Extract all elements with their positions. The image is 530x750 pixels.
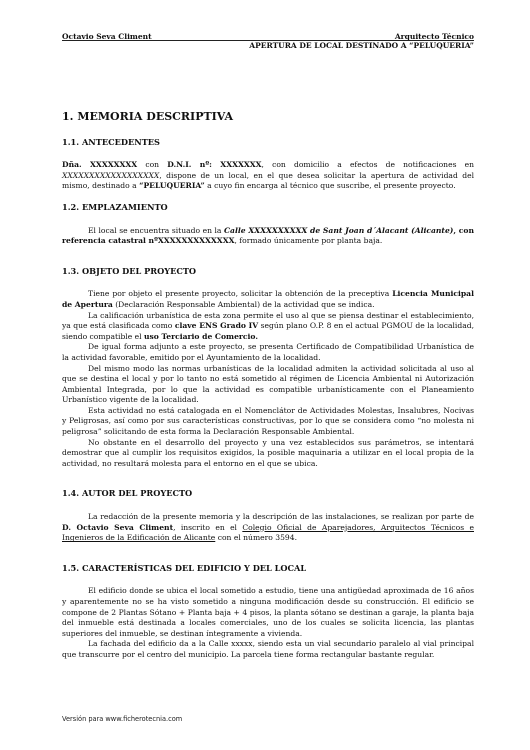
paragraph-objeto-2: La calificación urbanística de esta zona permite el uso al que se piensa destinar el establecimiento, ya que está clasificada como clave ENS Grado IV según plano O.P. 8 en el actual PGMOU de la localidad, siendo compatible el uso Terciario de Comercio. xyxy=(62,310,474,341)
section-heading-caracteristicas: 1.5. CARACTERÍSTICAS DEL EDIFICIO Y DEL LOCAL xyxy=(62,562,307,573)
paragraph-objeto-4: Del mismo modo las normas urbanísticas de la localidad admiten la actividad solicitada al uso al que se destina el local y por lo tanto no está sometido al régimen de Licencia Ambiental ni Autorización Ambiental Integrada, por lo que la actividad es compatible urbanísticamente con el Planeamiento Urbanístico vigente de la localidad. xyxy=(62,363,474,405)
paragraph-objeto-6: No obstante en el desarrollo del proyecto y una vez establecidos sus parámetros, se intentará demostrar que al cumplir los requisitos exigidos, la posible maquinaria a utilizar en el local propia de la actividad, no resultará molesta para el entorno en el que se ubica. xyxy=(62,437,474,468)
owner-name: Dña. XXXXXXXX xyxy=(62,160,138,170)
paragraph-caracteristicas-2: La fachada del edificio da a la Calle xxxxx, siendo esta un vial secundario paralelo al vial principal que transcurre por el centro del municipio. La parcela tiene forma rectangular bastante regular. xyxy=(62,639,474,659)
header-author: Octavio Seva Climent xyxy=(62,32,152,41)
section-heading-emplazamiento: 1.2. EMPLAZAMIENTO xyxy=(62,201,168,212)
header-role: Arquitecto Técnico xyxy=(394,32,474,41)
paragraph-objeto-5: Esta actividad no está catalogada en el Nomenclátor de Actividades Molestas, Insalubres, Nocivas y Peligrosas, así como por sus características constructivas, por lo que se considera como “no molesta ni peligrosa” solicitando de esta forma la Declaración Responsable Ambiental. xyxy=(62,405,474,437)
activity-name: “PELUQUERIA” xyxy=(139,181,205,191)
section-heading-antecedentes: 1.1. ANTECEDENTES xyxy=(62,136,160,147)
paragraph-caracteristicas-1: El edificio donde se ubica el local sometido a estudio, tiene una antigüedad aproximada de 16 años y aparentemente no se ha visto sometido a ninguna modificación desde su construcción. El edificio se compone de 2 Plantas Sótano + Planta baja + 4 pisos, la planta sótano se destinan a garaje, la planta baja del inmueble está destinada a locales comerciales, uno de los cuales se solicita licencia, las plantas superiores del inmueble, se destinan íntegramente a vivienda. xyxy=(62,586,474,638)
paragraph-autor: La redacción de la presente memoria y la descripción de las instalaciones, se realizan por parte de D. Octavio Seva Climent, inscrito en el Colegio Oficial de Aparejadores, Arquitectos Técnicos e Ingenieros de la Edificación de Alicante con el número 3594. xyxy=(62,512,474,543)
document-body xyxy=(62,112,474,661)
cadastral-reference: , con referencia catastral nºXXXXXXXXXXXXX xyxy=(62,225,474,246)
paragraph-emplazamiento: El local se encuentra situado en la Calle XXXXXXXXXX de Sant Joan d´Alacant (Alicante), con referencia catastral nºXXXXXXXXXXXXX, formado únicamente por planta baja. xyxy=(62,225,474,246)
header-subtitle: APERTURA DE LOCAL DESTINADO A “PELUQUERIA” xyxy=(249,41,474,50)
section-heading-autor: 1.4. AUTOR DEL PROYECTO xyxy=(62,488,193,499)
footer-note: Versión para www.ficherotecnia.com xyxy=(62,715,183,723)
college-name: Colegio Oficial de Aparejadores, Arquitectos Técnicos e Ingenieros de la Edificación de Alicante xyxy=(62,522,474,543)
author-name: D. Octavio Seva Climent xyxy=(62,522,174,532)
owner-address: XXXXXXXXXXXXXXXXXX xyxy=(62,170,160,180)
owner-dni: D.N.I. nº: XXXXXXX xyxy=(167,160,262,170)
paragraph-objeto-1: Tiene por objeto el presente proyecto, solicitar la obtención de la preceptiva Licencia Municipal de Apertura (Declaración Responsable Ambiental) de la actividad que se indica. xyxy=(62,289,474,309)
paragraph-objeto-3: De igual forma adjunto a este proyecto, se presenta Certificado de Compatibilidad Urbanística de la actividad favorable, emitido por el Ayuntamiento de la localidad. xyxy=(62,342,474,362)
paragraph-antecedentes: Dña. XXXXXXXX con D.N.I. nº: XXXXXXX, con domicilio a efectos de notificaciones en XXXXXXXXXXXXXXXXXX, dispone de un local, en el que desea solicitar la apertura de actividad del mismo, destinado a “PELUQUERIA” a cuyo fin encarga al técnico que suscribe, el presente proyecto. xyxy=(62,160,474,191)
document-title: 1. MEMORIA DESCRIPTIVA xyxy=(62,110,234,123)
location-address: Calle XXXXXXXXXX de Sant Joan d´Alacant (Alicante) xyxy=(224,225,454,235)
section-heading-objeto: 1.3. OBJETO DEL PROYECTO xyxy=(62,265,197,276)
